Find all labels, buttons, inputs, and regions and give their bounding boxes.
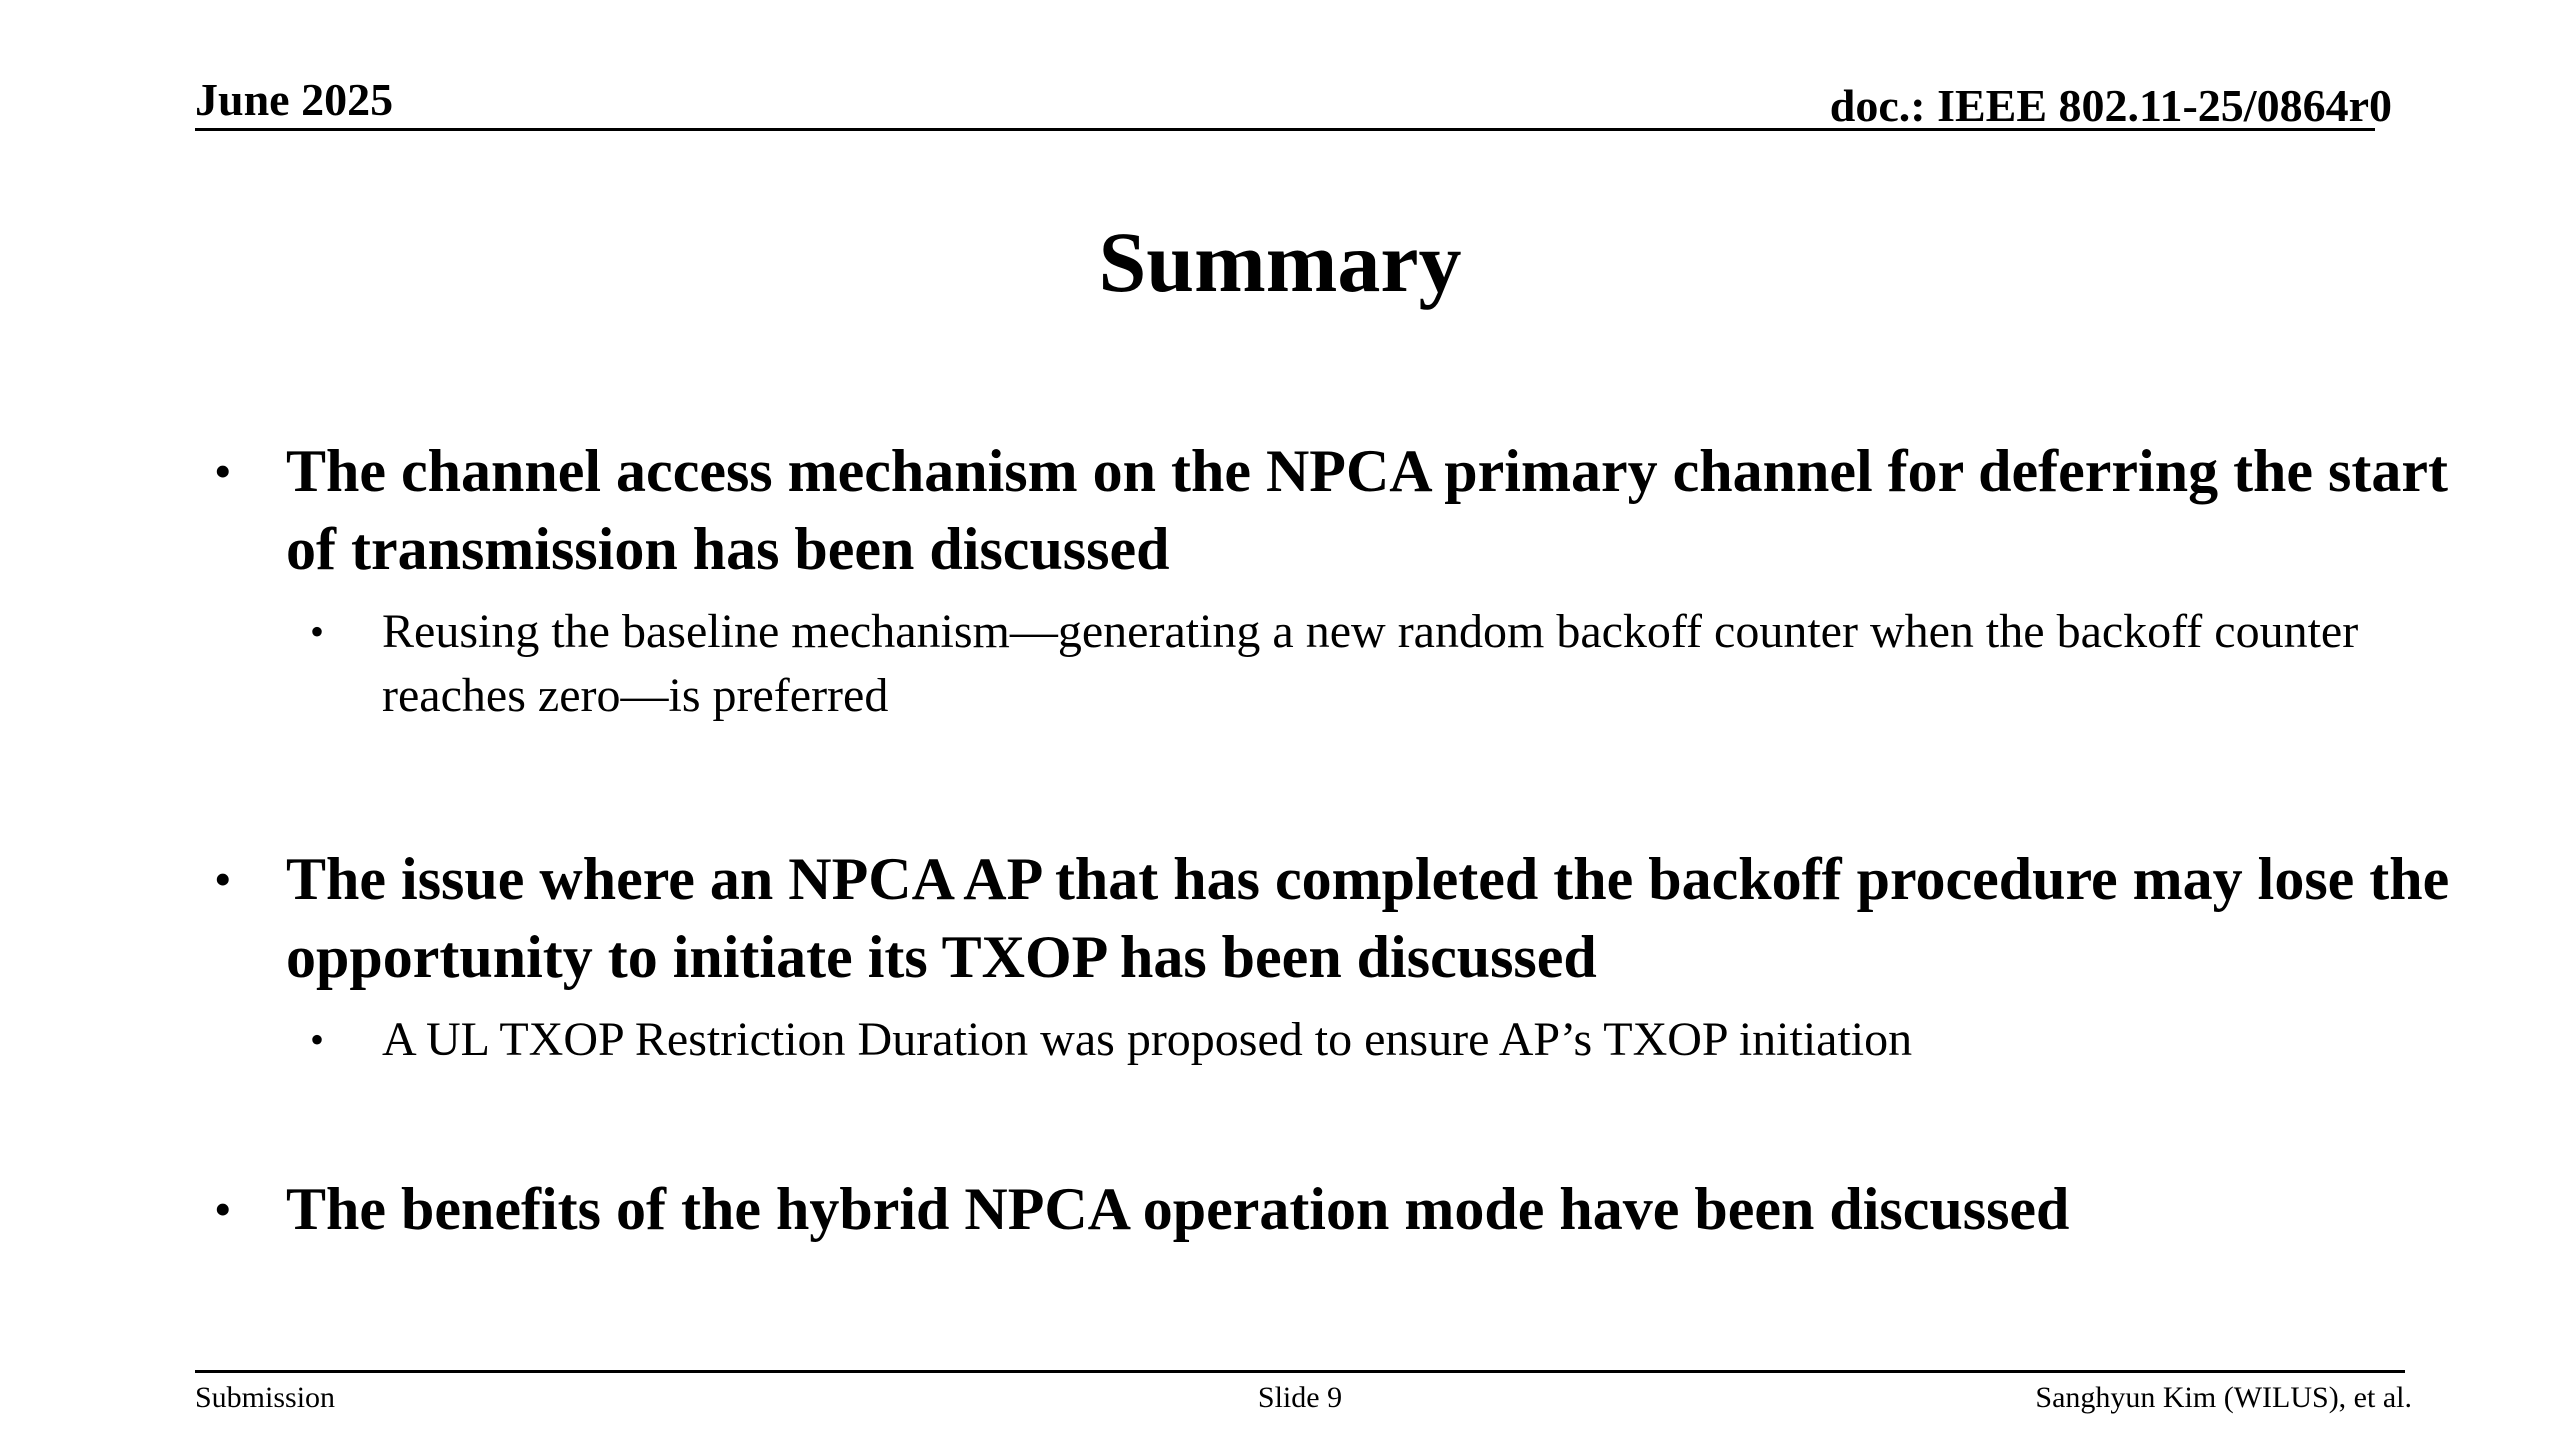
- sub-bullet-icon: •: [310, 609, 325, 654]
- bullet-item-1: [214, 432, 2486, 588]
- footer-divider: [195, 1370, 2405, 1373]
- bullet-icon: •: [214, 851, 232, 907]
- bullet-item-2: [214, 840, 2486, 996]
- bullet-icon: •: [214, 1181, 232, 1237]
- header-divider: [195, 128, 2375, 131]
- sub-bullet-item-2: [310, 1008, 2422, 1072]
- sub-bullet-item-1: [310, 600, 2422, 728]
- bullet-text: The benefits of the hybrid NPCA operation mode have been discussed: [286, 1176, 2070, 1242]
- footer-submission: Submission: [195, 1381, 336, 1414]
- sub-bullet-text: A UL TXOP Restriction Duration was proposed to ensure AP’s TXOP initiation: [382, 1013, 1913, 1066]
- bullet-icon: •: [214, 443, 232, 499]
- footer-author: Sanghyun Kim (WILUS), et al.: [2035, 1381, 2412, 1414]
- header-doc-id: doc.: IEEE 802.11-25/0864r0: [1829, 80, 2392, 131]
- footer-slide-number: Slide 9: [1257, 1381, 1343, 1414]
- bullet-item-3: [214, 1170, 2486, 1248]
- sub-bullet-text: Reusing the baseline mechanism—generating a new random backoff counter when the backoff counter reaches zero—is preferred: [382, 605, 2359, 722]
- header-date: June 2025: [195, 74, 394, 125]
- slide-title: Summary: [1098, 214, 1462, 310]
- bullet-text: The issue where an NPCA AP that has completed the backoff procedure may lose the opportunity to initiate its TXOP has been discussed: [286, 846, 2450, 990]
- bullet-text: The channel access mechanism on the NPCA primary channel for deferring the start of transmission has been discussed: [286, 438, 2448, 582]
- sub-bullet-icon: •: [310, 1017, 325, 1062]
